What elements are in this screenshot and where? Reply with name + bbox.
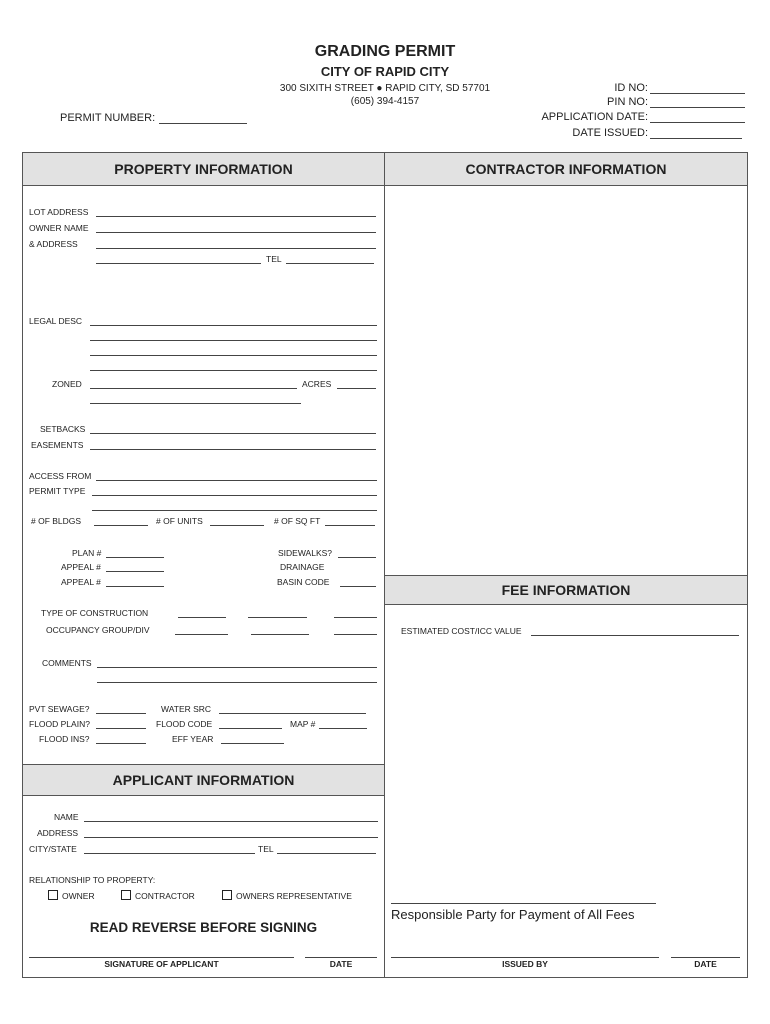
num-bldgs-label: # OF BLDGS [31, 516, 82, 526]
issued-date-label: DATE [694, 959, 717, 969]
comments-label: COMMENTS [42, 658, 92, 668]
applicant-date-field[interactable] [305, 957, 377, 958]
water-src-field[interactable] [219, 713, 366, 714]
basin-code-field[interactable] [340, 586, 376, 587]
flood-code-field[interactable] [219, 728, 282, 729]
legal-desc-label: LEGAL DESC [29, 316, 83, 326]
owner-name-label: OWNER NAME [29, 223, 89, 233]
form-subtitle: CITY OF RAPID CITY [320, 64, 450, 79]
setbacks-label: SETBACKS [40, 424, 86, 434]
applicant-heading: APPLICANT INFORMATION [23, 765, 384, 796]
contractor-option-label: CONTRACTOR [135, 891, 195, 901]
date-issued-label: DATE ISSUED: [572, 127, 648, 139]
lot-address-field[interactable] [96, 216, 376, 217]
legal-desc-field-2[interactable] [90, 340, 377, 341]
owner-address-label: & ADDRESS [29, 239, 78, 249]
owner-tel-label: TEL [266, 254, 282, 264]
num-bldgs-field[interactable] [94, 525, 148, 526]
zoned-label: ZONED [52, 379, 82, 389]
estimated-cost-field[interactable] [531, 635, 739, 636]
responsible-party-label: Responsible Party for Payment of All Fees [391, 907, 635, 922]
pin-no-field[interactable] [650, 107, 745, 108]
appeal-label: APPEAL # [61, 562, 101, 572]
num-sqft-label: # OF SQ FT [274, 516, 321, 526]
permit-type-field-2[interactable] [92, 510, 377, 511]
permit-number-label: PERMIT NUMBER: [60, 112, 156, 124]
basin-code-label: BASIN CODE [277, 577, 330, 587]
id-no-field[interactable] [650, 93, 745, 94]
applicant-address-field[interactable] [84, 837, 378, 838]
construction-field-3[interactable] [334, 617, 377, 618]
easements-label: EASEMENTS [31, 440, 84, 450]
plan-field[interactable] [106, 557, 164, 558]
legal-desc-field[interactable] [90, 325, 377, 326]
application-date-label: APPLICATION DATE: [541, 111, 648, 123]
applicant-tel-label: TEL [258, 844, 274, 854]
occupancy-label: OCCUPANCY GROUP/DIV [46, 625, 150, 635]
setbacks-field[interactable] [90, 433, 376, 434]
issued-date-field[interactable] [671, 957, 740, 958]
num-units-label: # OF UNITS [156, 516, 203, 526]
map-field[interactable] [319, 728, 367, 729]
zoned-field[interactable] [90, 388, 297, 389]
checkbox-icon [222, 890, 232, 900]
num-units-field[interactable] [210, 525, 264, 526]
eff-year-label: EFF YEAR [172, 734, 214, 744]
easements-field[interactable] [90, 449, 376, 450]
checkbox-icon [121, 890, 131, 900]
owner-address-field[interactable] [96, 248, 376, 249]
application-date-field[interactable] [650, 122, 745, 123]
applicant-tel-field[interactable] [277, 853, 376, 854]
num-sqft-field[interactable] [325, 525, 375, 526]
zoned-field-2[interactable] [90, 403, 301, 404]
owners-rep-option-label: OWNERS REPRESENTATIVE [236, 891, 352, 901]
occupancy-field-3[interactable] [334, 634, 377, 635]
owner-name-field[interactable] [96, 232, 376, 233]
issued-by-field[interactable] [391, 957, 659, 958]
flood-plain-label: FLOOD PLAIN? [29, 719, 90, 729]
applicant-city-state-field[interactable] [84, 853, 255, 854]
acres-label: ACRES [302, 379, 332, 389]
owner-address-field-2[interactable] [96, 263, 261, 264]
comments-field[interactable] [97, 667, 377, 668]
type-of-construction-label: TYPE OF CONSTRUCTION [41, 608, 149, 618]
acres-field[interactable] [337, 388, 376, 389]
access-from-field[interactable] [96, 480, 377, 481]
owner-tel-field[interactable] [286, 263, 374, 264]
estimated-cost-label: ESTIMATED COST/ICC VALUE [401, 626, 522, 636]
contractor-checkbox[interactable] [121, 890, 195, 901]
city-phone: (605) 394-4157 [350, 96, 420, 107]
owners-rep-checkbox[interactable] [222, 890, 352, 901]
appeal-label-2: APPEAL # [61, 577, 101, 587]
applicant-name-label: NAME [54, 812, 79, 822]
owner-checkbox[interactable] [48, 890, 95, 901]
checkbox-icon [48, 890, 58, 900]
signature-label: SIGNATURE OF APPLICANT [104, 959, 219, 969]
flood-plain-field[interactable] [96, 728, 146, 729]
form-frame [22, 152, 748, 978]
applicant-city-state-label: CITY/STATE [29, 844, 77, 854]
pvt-sewage-field[interactable] [96, 713, 146, 714]
pvt-sewage-label: PVT SEWAGE? [29, 704, 90, 714]
plan-label: PLAN # [72, 548, 102, 558]
applicant-name-field[interactable] [84, 821, 378, 822]
id-no-label: ID NO: [614, 82, 648, 94]
responsible-party-field[interactable] [391, 903, 656, 904]
lot-address-label: LOT ADDRESS [29, 207, 89, 217]
applicant-address-label: ADDRESS [37, 828, 79, 838]
map-label: MAP # [290, 719, 316, 729]
sidewalks-label: SIDEWALKS? [278, 548, 333, 558]
flood-code-label: FLOOD CODE [156, 719, 213, 729]
occupancy-field-1[interactable] [175, 634, 228, 635]
city-address: 300 SIXITH STREET ● RAPID CITY, SD 57701 [279, 83, 491, 94]
pin-no-label: PIN NO: [607, 96, 648, 108]
construction-field-2[interactable] [248, 617, 307, 618]
legal-desc-field-3[interactable] [90, 355, 377, 356]
read-reverse-notice: READ REVERSE BEFORE SIGNING [89, 920, 318, 935]
issued-by-label: ISSUED BY [502, 959, 548, 969]
appeal-field[interactable] [106, 571, 164, 572]
fee-heading: FEE INFORMATION [385, 576, 747, 605]
owner-option-label: OWNER [62, 891, 95, 901]
contractor-heading: CONTRACTOR INFORMATION [385, 153, 747, 186]
eff-year-field[interactable] [221, 743, 284, 744]
permit-type-field[interactable] [92, 495, 377, 496]
column-divider [384, 152, 385, 978]
permit-type-label: PERMIT TYPE [29, 486, 86, 496]
occupancy-field-2[interactable] [251, 634, 309, 635]
legal-desc-field-4[interactable] [90, 370, 377, 371]
drainage-label: DRAINAGE [280, 562, 325, 572]
comments-field-2[interactable] [97, 682, 377, 683]
form-title: GRADING PERMIT [314, 43, 456, 60]
relationship-label: RELATIONSHIP TO PROPERTY: [29, 875, 156, 885]
applicant-date-label: DATE [329, 959, 353, 969]
water-src-label: WATER SRC [161, 704, 212, 714]
date-issued-field[interactable] [650, 138, 742, 139]
applicant-signature-field[interactable] [29, 957, 294, 958]
permit-number-field[interactable] [159, 123, 247, 124]
access-from-label: ACCESS FROM [29, 471, 92, 481]
flood-ins-field[interactable] [96, 743, 146, 744]
sidewalks-field[interactable] [338, 557, 376, 558]
property-heading: PROPERTY INFORMATION [23, 153, 384, 186]
construction-field-1[interactable] [178, 617, 226, 618]
appeal-field-2[interactable] [106, 586, 164, 587]
flood-ins-label: FLOOD INS? [39, 734, 90, 744]
